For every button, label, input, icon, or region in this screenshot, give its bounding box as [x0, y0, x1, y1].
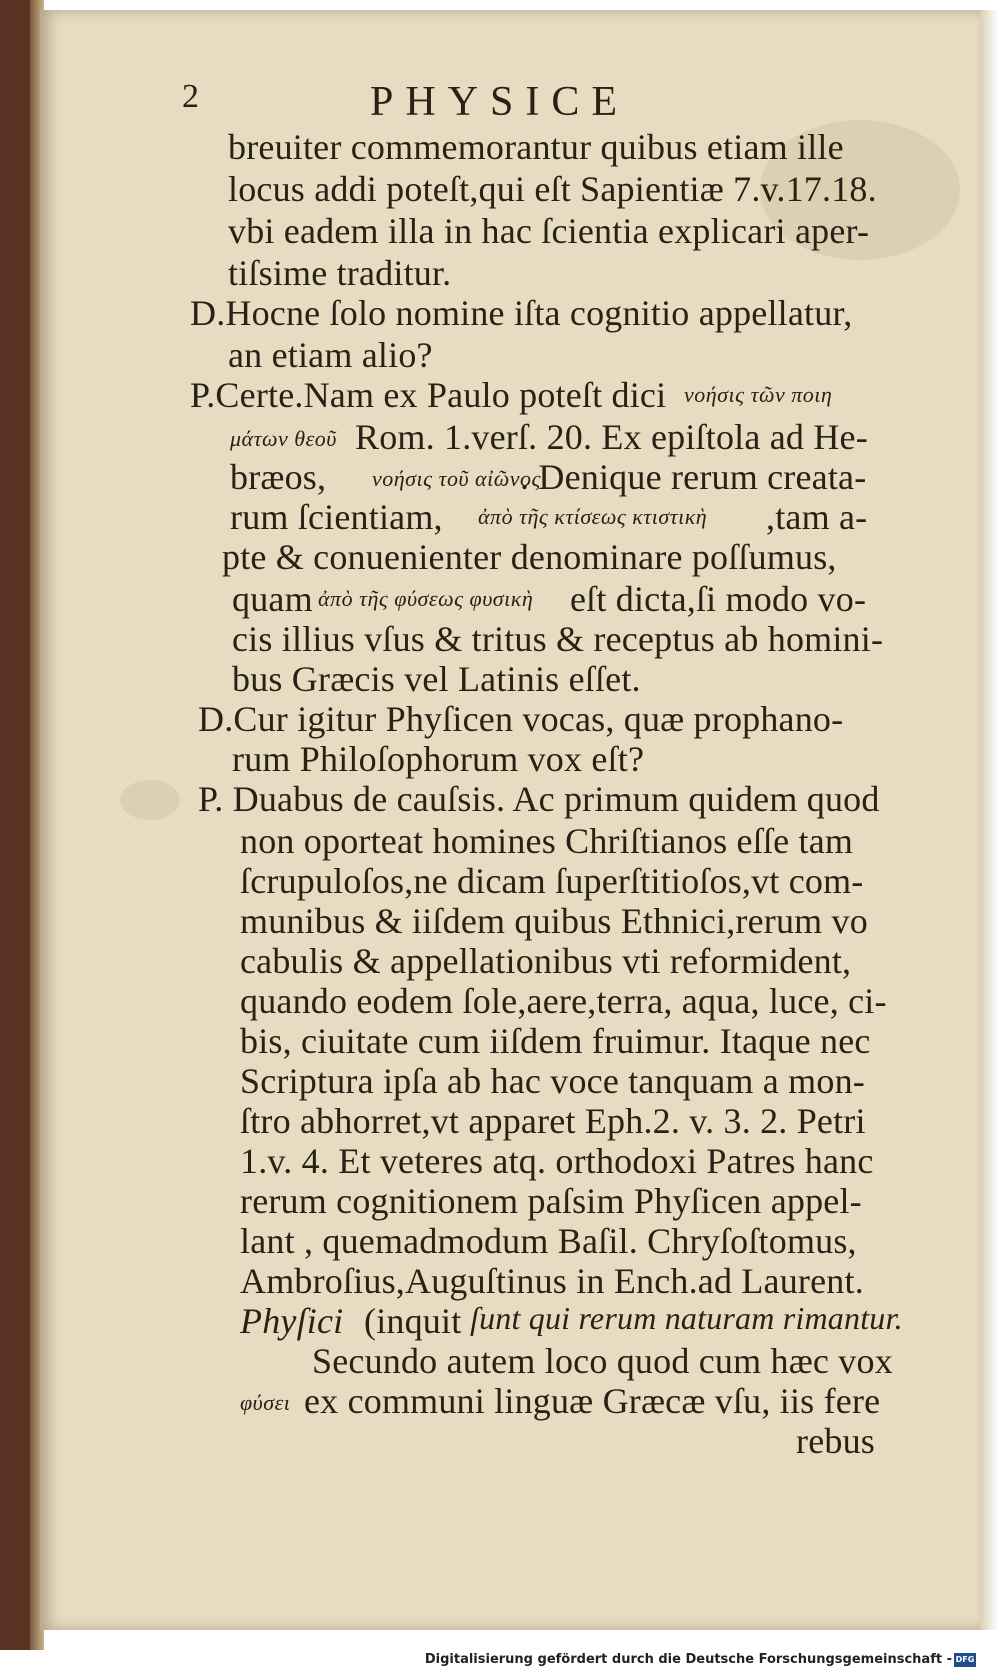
text-line: Scriptura ipſa ab hac voce tanquam a mon- — [240, 1061, 865, 1101]
page-stain — [120, 780, 180, 820]
text-line: ſcrupuloſos,ne dicam ſuperſtitioſos,vt com- — [240, 861, 864, 901]
text-line: ſtro abhorret,vt apparet Eph.2. v. 3. 2. Petri — [240, 1101, 866, 1141]
text-line: cabulis & appellationibus vti reformident, — [240, 941, 852, 981]
text-line: locus addi poteſt,qui eſt Sapientiæ 7.v.17.18. — [228, 169, 877, 209]
text-line: vbi eadem illa in hac ſcientia explicari aper- — [228, 211, 870, 251]
greek-phrase: νοήσις τῶν ποιη — [684, 382, 833, 407]
text-line: cis illius vſus & tritus & receptus ab homini- — [232, 619, 884, 659]
text-line-italic: Phyſici — [240, 1301, 344, 1341]
text-line: bis, ciuitate cum iiſdem fruimur. Itaque nec — [240, 1021, 871, 1061]
text-line: quando eodem ſole,aere,terra, aqua, luce, ci- — [240, 981, 887, 1021]
footer-credit: Digitalisierung gefördert durch die Deutsche Forschungsgemeinschaft - — [424, 1652, 952, 1667]
text-line: bræos, — [230, 457, 327, 497]
text-line: Ambroſius,Auguſtinus in Ench.ad Laurent. — [240, 1261, 864, 1301]
page-edge — [980, 10, 998, 1630]
text-line: quam — [232, 579, 313, 619]
text-line: ,tam a- — [766, 497, 868, 537]
text-line: ex communi linguæ Græcæ vſu, iis fere — [304, 1381, 881, 1421]
book-binding — [0, 0, 30, 1650]
text-line: Rom. 1.verſ. 20. Ex epiſtola ad He- — [355, 417, 868, 457]
text-line: Secundo autem loco quod cum hæc vox — [312, 1341, 893, 1381]
greek-phrase: ἀπὸ τῆς φύσεως φυσικὴ — [318, 586, 534, 611]
text-line: (inquit — [364, 1301, 462, 1341]
digitization-footer — [0, 1650, 1000, 1671]
text-line: tiſsime traditur. — [228, 253, 452, 293]
text-line: P. Duabus de cauſsis. Ac primum quidem quod — [198, 779, 880, 819]
text-line: eſt dicta,ſi modo vo- — [570, 579, 867, 619]
text-line: munibus & iiſdem quibus Ethnici,rerum vo — [240, 901, 868, 941]
dfg-logo: DFG — [954, 1653, 976, 1667]
text-line: lant , quemadmodum Baſil. Chryſoſtomus, — [240, 1221, 857, 1261]
text-line: non oporteat homines Chriſtianos eſſe tam — [240, 821, 854, 861]
greek-phrase: ἀπὸ τῆς κτίσεως κτιστικὴ — [478, 504, 708, 529]
text-line: rerum cognitionem paſsim Phyſicen appel- — [240, 1181, 862, 1221]
greek-phrase: νοήσις τοῦ αἰῶνος — [372, 466, 541, 491]
text-line: bus Græcis vel Latinis eſſet. — [232, 659, 641, 699]
text-line: D.Hocne ſolo nomine iſta cognitio appellatur, — [190, 293, 853, 333]
running-title: PHYSICE — [370, 79, 630, 125]
text-line-italic: ſunt qui rerum naturam rimantur. — [470, 1300, 903, 1336]
greek-phrase: μάτων θεοῦ — [230, 426, 337, 451]
greek-phrase: φύσει — [240, 1390, 291, 1415]
catchword: rebus — [796, 1421, 875, 1461]
text-line: rum Philoſophorum vox eſt? — [232, 739, 645, 779]
text-line: rum ſcientiam, — [230, 497, 443, 537]
text-line: breuiter commemorantur quibus etiam ille — [228, 127, 844, 167]
text-line: pte & conuenienter denominare poſſumus, — [222, 537, 837, 577]
page-number: 2 — [182, 78, 200, 115]
text-line: P.Certe.Nam ex Paulo poteſt dici — [190, 375, 667, 415]
text-line: D.Cur igitur Phyſicen vocas, quæ prophano- — [198, 699, 844, 739]
text-line: 1.v. 4. Et veteres atq. orthodoxi Patres hanc — [240, 1141, 874, 1181]
text-line: an etiam alio? — [228, 335, 433, 375]
text-line: . Denique rerum creata- — [520, 457, 867, 497]
